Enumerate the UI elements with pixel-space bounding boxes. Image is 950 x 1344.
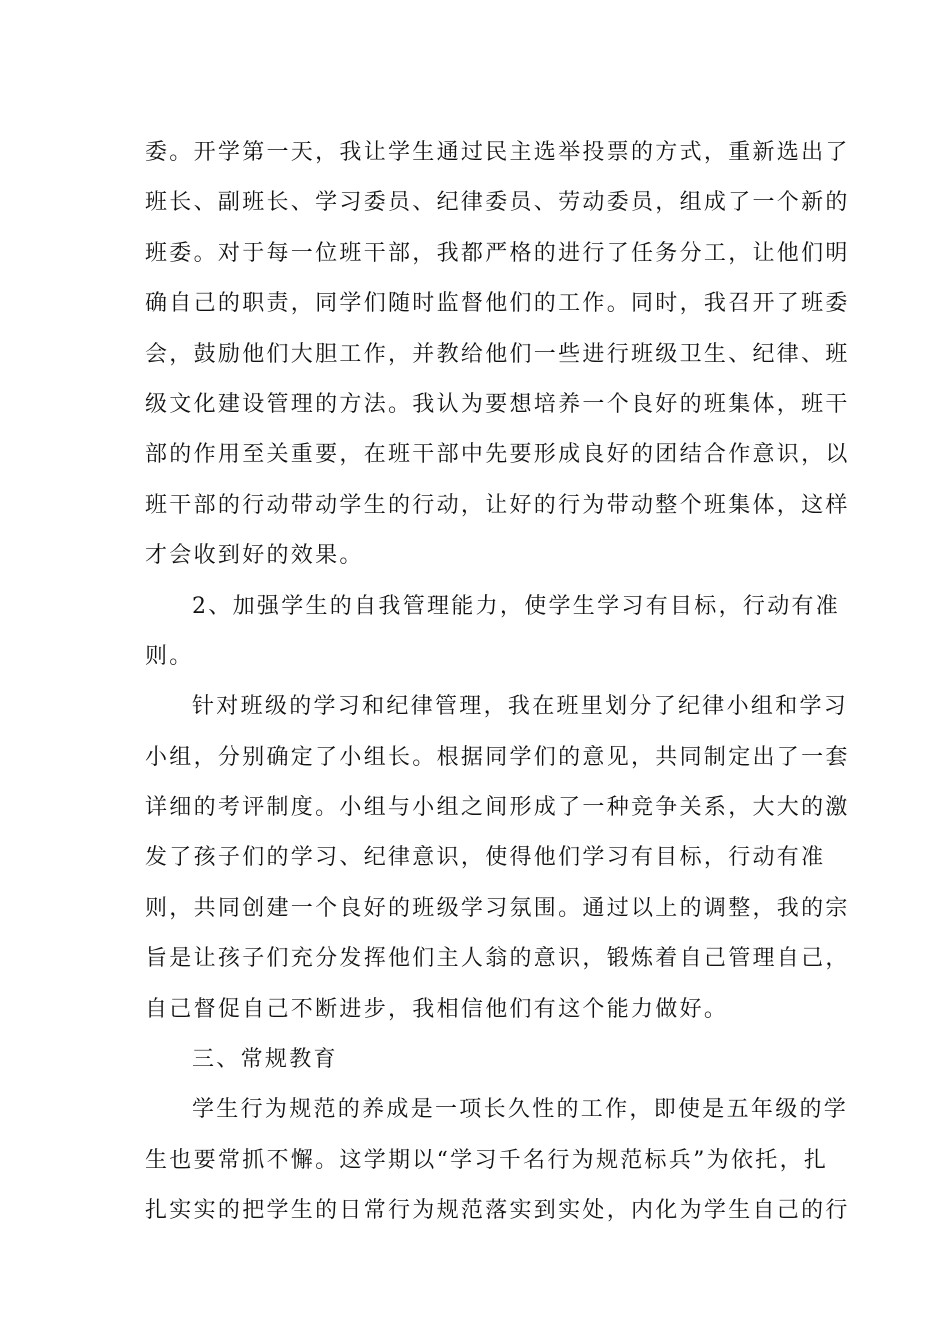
text-line: 详细的考评制度。小组与小组之间形成了一种竞争关系，大大的激 <box>145 795 850 821</box>
text-line: 发了孩子们的学习、纪律意识，使得他们学习有目标，行动有准 <box>145 845 826 871</box>
text-line: 部的作用至关重要，在班干部中先要形成良好的团结合作意识，以 <box>145 442 850 468</box>
text-line: 确自己的职责，同学们随时监督他们的工作。同时，我召开了班委 <box>145 291 850 317</box>
text-line: 班干部的行动带动学生的行动，让好的行为带动整个班集体，这样 <box>145 492 850 518</box>
text-line: 班委。对于每一位班干部，我都严格的进行了任务分工，让他们明 <box>145 240 850 266</box>
document-body <box>145 128 850 1237</box>
section-heading: 三、常规教育 <box>192 1047 338 1073</box>
text-line: 级文化建设管理的方法。我认为要想培养一个良好的班集体，班干 <box>145 391 850 417</box>
text-line: 自己督促自己不断进步，我相信他们有这个能力做好。 <box>145 996 729 1022</box>
subheading-line: 则。 <box>145 643 194 669</box>
text-line: 则，共同创建一个良好的班级学习氛围。通过以上的调整，我的宗 <box>145 895 850 921</box>
text-line: 学生行为规范的养成是一项长久性的工作，即使是五年级的学 <box>192 1097 849 1123</box>
text-line: 班长、副班长、学习委员、纪律委员、劳动委员，组成了一个新的 <box>145 190 850 216</box>
subheading-line: 2、加强学生的自我管理能力，使学生学习有目标，行动有准 <box>192 593 841 619</box>
text-line: 生也要常抓不懈。这学期以“学习千名行为规范标兵”为依托，扎 <box>145 1147 829 1173</box>
text-line: 针对班级的学习和纪律管理，我在班里划分了纪律小组和学习 <box>192 694 849 720</box>
text-line: 旨是让孩子们充分发挥他们主人翁的意识，锻炼着自己管理自己， <box>145 946 850 972</box>
text-line: 扎实实的把学生的日常行为规范落实到实处，内化为学生自己的行 <box>145 1198 850 1224</box>
text-line: 委。开学第一天，我让学生通过民主选举投票的方式，重新选出了 <box>145 140 850 165</box>
text-line: 会，鼓励他们大胆工作，并教给他们一些进行班级卫生、纪律、班 <box>145 341 850 367</box>
text-line: 小组，分别确定了小组长。根据同学们的意见，共同制定出了一套 <box>145 744 850 770</box>
text-line: 才会收到好的效果。 <box>145 543 364 569</box>
